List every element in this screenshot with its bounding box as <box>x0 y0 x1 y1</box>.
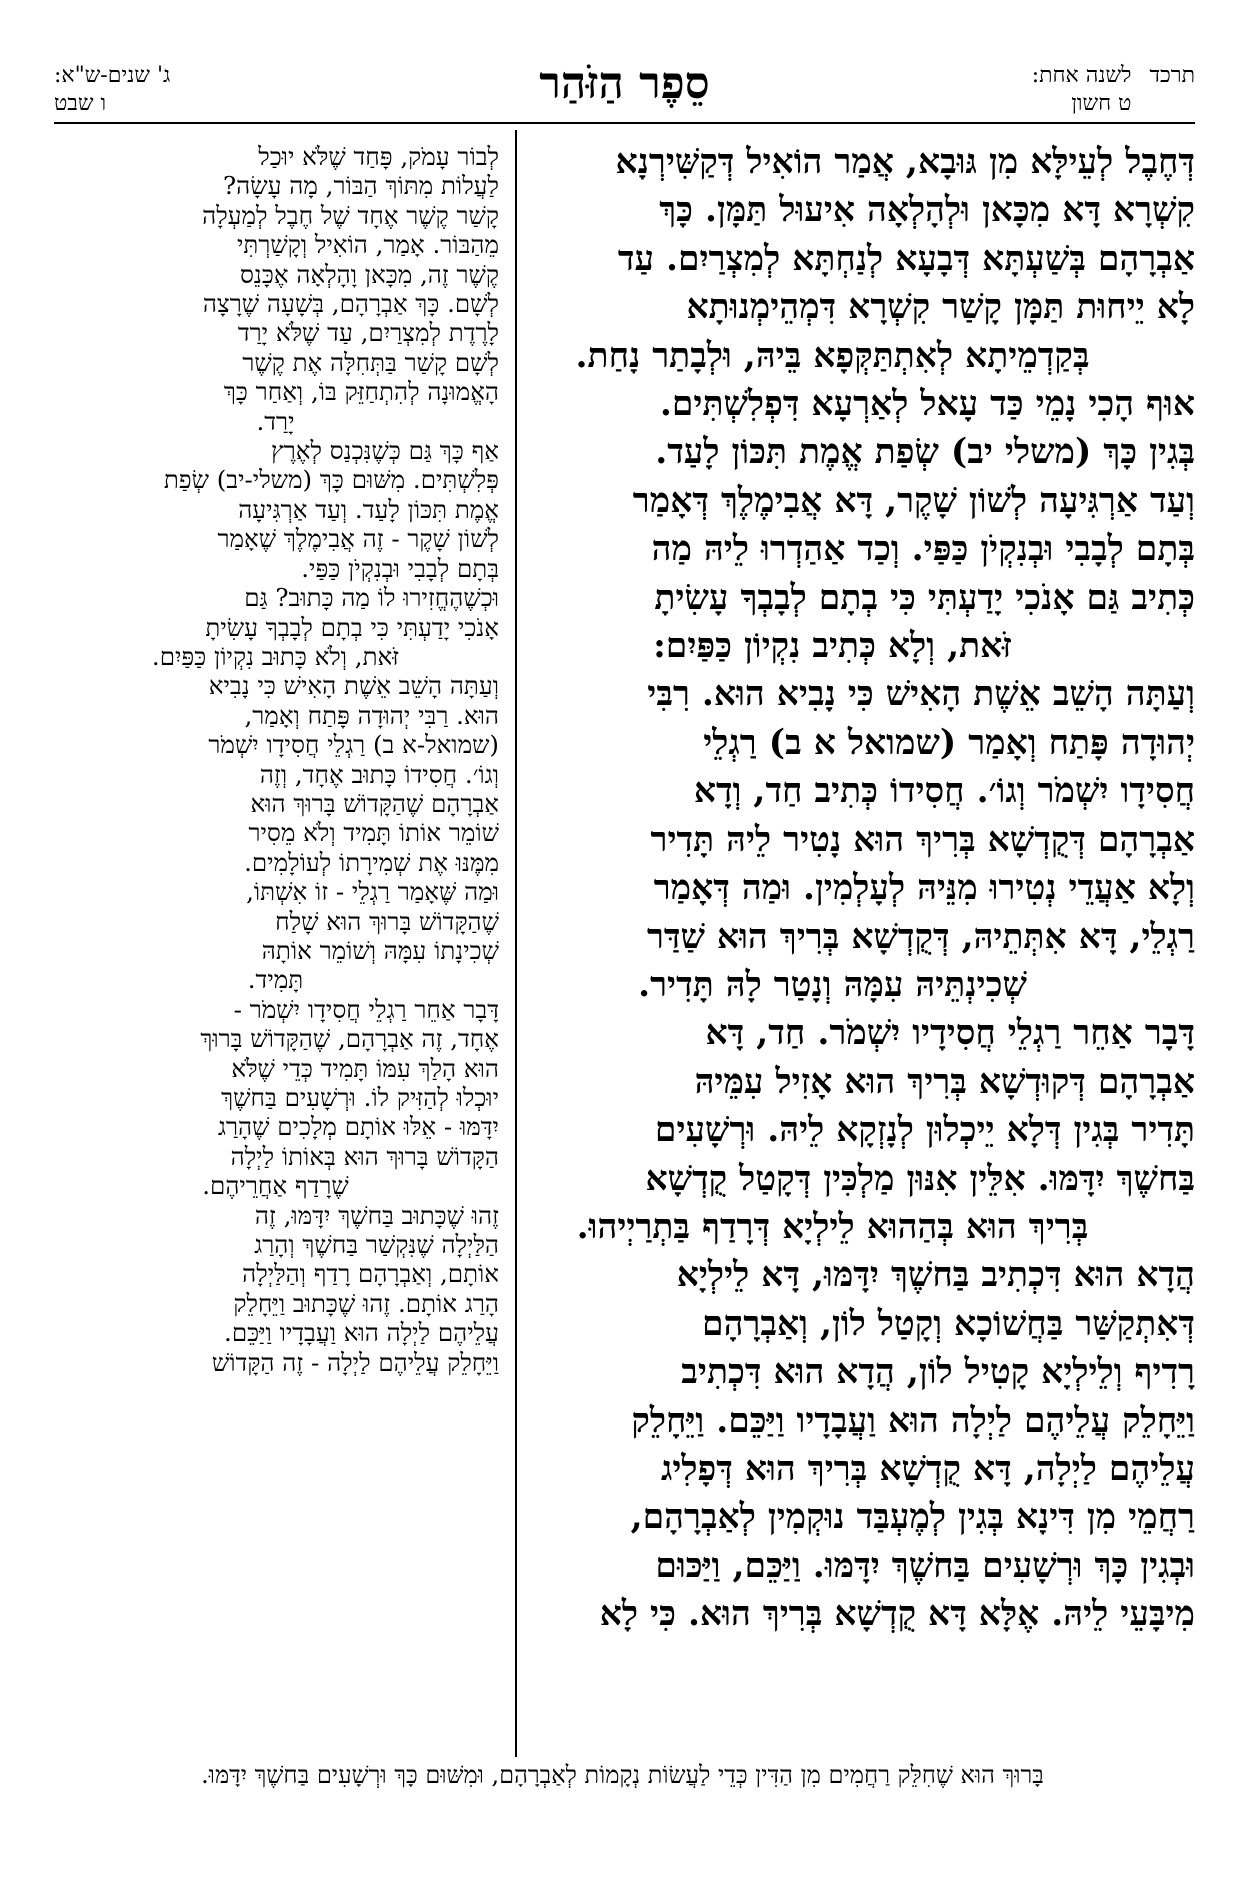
translation-text-line: הָאֱמוּנָה לְהִתְחַזֵּק בּוֹ, וְאַחַר כָּךְ <box>223 377 499 407</box>
translation-text-line: לַעֲלוֹת מִתּוֹךְ הַבּוֹר, מָה עָשָׂה? <box>223 171 499 201</box>
main-text-line: אַבְרָהָם דְּקוּדְשָׁא בְּרִיךְ הוּא אָזִיל עִמֵּיהּ <box>694 1061 1195 1102</box>
hebrew-translation-column <box>52 142 499 1377</box>
translation-text-line: קָשַׁר קֶשֶׁר אֶחָד שֶׁל חֶבֶל לְמַעְלָה <box>202 200 499 230</box>
translation-text-line: אֱמֶת תִּכּוֹן לָעַד. וְעַד אַרְגִּיעָה <box>238 494 499 524</box>
cycle-label: ג' שנים-ש"א: <box>54 63 171 88</box>
main-text-line: רַגְלֵי, דָּא אִתְּתֵיהּ, דְּקֻדְשָׁא בְּרִיךְ הוּא שַׁדַּר <box>646 916 1195 957</box>
translation-text-line: הוּא הָלַךְ עִמּוֹ תָּמִיד כְּדֵי שֶׁלֹּא <box>231 1053 499 1083</box>
main-text-line: שְׁכִינְתֵּיהּ עִמָּהּ וְנָטַר לָהּ תָּדִיר. <box>638 964 1027 1005</box>
translation-text-line: לְשָׁם קָשַׁר בַּתְּחִלָּה אֶת קֶשֶׁר <box>242 347 499 377</box>
page-title: סֵפֶר הַזֹּהַר <box>539 58 710 109</box>
translation-text-line: (שמואל-א ב) רַגְלֵי חֲסִידָו יִשְׁמֹר <box>208 730 499 760</box>
translation-text-line: אַבְרָהָם שֶׁהַקָּדוֹשׁ בָּרוּךְ הוּא <box>250 788 499 818</box>
main-text-line: תָּדִיר בְּגִין דְּלָא יֵיכְלוּן לְנָזְקָא לֵיהּ. וּרְשָׁעִים <box>654 1110 1195 1151</box>
main-text-line: בְּרִיךְ הוּא בְּהַהוּא לֵילְיָא דְּרָדַף בַּתְרַיְיהוּ. <box>576 1206 1089 1247</box>
translation-text-line: עֲלֵיהֶם לַיְלָה הוּא וַעֲבָדָיו וַיַּכֵּם. <box>224 1318 499 1348</box>
main-text-line: וַיֵּחָלֵק עֲלֵיהֶם לַיְלָה הוּא וַעֲבָדָיו וַיַּכֵּם. וַיֵּחָלֵק <box>631 1400 1195 1441</box>
translation-text-line: וְעַתָּה הָשֵׁב אֵשֶׁת הָאִישׁ כִּי נָבִיא <box>208 671 499 701</box>
header-left <box>54 62 170 118</box>
translation-text-line: לָרֶדֶת לְמִצְרַיִם, עַד שֶׁלֹּא יָרַד <box>237 318 499 348</box>
cycle-date: ו שבט <box>54 91 107 116</box>
translation-text-line: מִמֶּנּוּ אֶת שְׁמִירָתוֹ לְעוֹלָמִים. <box>244 847 499 877</box>
main-text-line: וְעַתָּה הָשֵׁב אֵשֶׁת הָאִישׁ כִּי נָבִיא הוּא. רִבִּי <box>647 674 1195 715</box>
translation-text-line: פְּלִשְׁתִּים. מִשּׁוּם כָּךְ (משלי-יב) שְׂפַת <box>163 465 499 495</box>
translation-text-line: קֶשֶׁר זֶה, מִכָּאן וָהָלְאָה אֶכָּנֵס <box>240 259 499 289</box>
main-text-line: עֲלֵיהֶם לַיְלָה, דָּא קֻדְשָׁא בְּרִיךְ הוּא דְּפָלִיג <box>660 1448 1195 1489</box>
translation-text-line: הוּא. רַבִּי יְהוּדָה פָּתַח וְאָמַר, <box>244 700 499 730</box>
main-text-line: אַבְרָהָם דְּקֻדְשָׁא בְּרִיךְ הוּא נָטִיר לֵיהּ תָּדִיר <box>650 819 1195 860</box>
main-text-line: הֲדָא הוּא דִּכְתִיב בַּחשֶׁךְ יִדָּמּוּ, דָּא לֵילְיָא <box>676 1255 1195 1296</box>
column-divider <box>515 130 517 1757</box>
translation-text-line: לְשׁוֹן שָׁקֶר - זֶה אֲבִימֶלֶךְ שֶׁאָמַר <box>217 524 499 554</box>
translation-text-line: יִדָּמּוּ - אֵלּוּ אוֹתָם מְלָכִים שֶׁהָרַג <box>217 1112 499 1142</box>
translation-text-line: זֶהוּ שֶׁכָּתוּב בַּחשֶׁךְ יִדָּמּוּ, זֶה <box>254 1200 499 1230</box>
main-text-line: דָּבָר אַחֵר רַגְלֵי חֲסִידָיו יִשְׁמֹר. חַד, דָּא <box>705 1013 1195 1054</box>
main-text-line: אוּף הָכִי נָמֵי כַּד עָאל לְאַרְעָא דִּפְלִשְׁתִּים. <box>659 384 1195 425</box>
translation-text-line: שְׁכִינָתוֹ עִמָּהּ וְשׁוֹמֵר אוֹתָהּ <box>261 935 499 965</box>
translation-text-line: הַלַּיְלָה שֶׁנִּקְשַׁר בַּחשֶׁךְ וְהָרַג <box>254 1230 499 1260</box>
translation-text-line: מֵהַבּוֹר. אָמַר, הוֹאִיל וְקָשַׁרְתִּי <box>237 230 499 260</box>
main-text-line: וְלָא אַעֲדֵי נְטִירוּ מִנֵּיהּ לְעָלְמִין. וּמַה דְּאָמַר <box>653 868 1195 909</box>
translation-text-line: וּמַה שֶּׁאָמַר רַגְלֵי - זוֹ אִשְׁתּוֹ, <box>246 877 499 907</box>
translation-text-line: אוֹתָם, וְאַבְרָהָם רָדַף וְהַלַּיְלָה <box>242 1259 499 1289</box>
translation-text-line: יוּכְלוּ לְהַזִּיק לוֹ. וּרְשָׁעִים בַּחשֶׁךְ <box>221 1083 499 1112</box>
translation-text-line: אָנֹכִי יָדַעְתִּי כִּי בְתָם לְבָבְךָ עָשִׂיתָ <box>205 612 499 642</box>
main-text-line: דְּאִתְקַשַּׁר בַּחֲשׁוֹכָא וְקָטַל לוֹן, וְאַבְרָהָם <box>702 1303 1195 1344</box>
translation-text-line: שֶׁהַקָּדוֹשׁ בָּרוּךְ הוּא שָׁלַח <box>275 906 499 936</box>
main-text-line: כְּתִיב גַּם אָנֹכִי יָדַעְתִּי כִּי בְתָם לְבָבְךָ עָשִׂיתָ <box>654 577 1195 618</box>
translation-text-line: שׁוֹמֵר אוֹתוֹ תָּמִיד וְלֹא מֵסִיר <box>248 818 499 848</box>
main-text-line: בְּגִין כָּךְ (משלי יב) שְׂפַת אֱמֶת תִּכּוֹן לָעַד. <box>655 432 1195 473</box>
translation-text-line: אֶחָד, זֶה אַבְרָהָם, שֶׁהַקָּדוֹשׁ בָּרוּךְ <box>200 1024 499 1054</box>
main-text-line: זֹּאת, וְלָא כְּתִיב נִקְיוֹן כַּפַּיִם: <box>653 626 1012 667</box>
main-text-line: רַחֲמֵי מִן דִּינָא בְּגִין לְמֶעְבַּד נוּקְמִין לְאַבְרָהָם, <box>630 1497 1195 1538</box>
translation-text-line: הַקָּדוֹשׁ בָּרוּךְ הוּא בְּאוֹתוֹ לַיְלָה <box>230 1141 499 1171</box>
translation-text-line: אַף כָּךְ גַּם כְּשֶׁנִּכְנַס לְאֶרֶץ <box>270 436 499 466</box>
main-text-line: רָדִיף וְלֵילְיָא קָטִיל לוֹן, הֲדָא הוּא דִּכְתִיב <box>681 1352 1195 1393</box>
book-page-number: תרכד <box>1149 63 1195 88</box>
translation-text-line: וַיֵּחָלֵק עֲלֵיהֶם לַיְלָה - זֶה הַקָּדוֹשׁ <box>211 1347 499 1377</box>
translation-text-line: לְבוֹר עָמֹק, פָּחַד שֶׁלֹּא יוּכַל <box>258 142 499 171</box>
translation-text-line: דָּבָר אַחֵר רַגְלֵי חֲסִידָו יִשְׁמֹר - <box>233 994 499 1024</box>
main-text-line: בַּחשֶׁךְ יִדָּמּוּ. אִלֵּין אִנּוּן מַלְכִּין דְּקָטַל קֻדְשָׁא <box>645 1158 1195 1199</box>
translation-text-line: בְּתָם לְבָבִי וּבְנִקְיֹן כַּפַּי. <box>301 553 499 583</box>
main-text-line: לָא יֵיחוּת תַּמָּן קָשַׁר קִשְׁרָא דִּמְהֵימְנוּתָא <box>686 287 1195 328</box>
study-schedule-date: ט חשון <box>1071 91 1132 116</box>
main-text-line: אַבְרָהָם בְּשַׁעְתָּא דְּבָעָא לְנַחְתָּא לְמִצְרַיִם. עַד <box>617 238 1195 279</box>
main-text-line: מִיבָּעֵי לֵיהּ. אֶלָּא דָּא קֻדְשָׁא בְּרִיךְ הוּא. כִּי לָא <box>599 1594 1195 1635</box>
translation-text-line: לְשָׁם. כָּךְ אַבְרָהָם, בְּשָׁעָה שֶׁרָצָה <box>202 289 499 319</box>
main-text-line: קִשְׁרָא דָּא מִכָּאן וּלְהָלְאָה אִיעוּל תַּמָּן. כָּךְ <box>659 190 1195 231</box>
translation-text-line: שֶׁרָדַף אַחֲרֵיהֶם. <box>202 1171 349 1201</box>
header-rule <box>54 122 1195 124</box>
main-text-line: יְהוּדָה פָּתַח וְאָמַר (שמואל א ב) רַגְלֵי <box>703 722 1195 763</box>
translation-text-line: זֹּאת, וְלֹא כָּתוּב נִקְיוֹן כַּפַּיִם. <box>151 641 400 671</box>
page-header <box>54 58 1195 128</box>
translation-text-line: וּכְשֶׁהֶחֱזִירוּ לוֹ מַה כָּתוּב? גַּם <box>244 583 499 613</box>
study-schedule-label: לשנה אחת: <box>1031 63 1132 88</box>
main-text-line: וּבְגִין כָּךְ וּרְשָׁעִים בַּחשֶׁךְ יִדָּמּוּ. וַיַּכֵּם, וַיַּכּוּם <box>655 1545 1195 1586</box>
main-text-line: בְּתָם לְבָבִי וּבְנִקְיֹן כַּפַּי. וְכַד אַהַדְרוּ לֵיהּ מַה <box>651 529 1195 570</box>
main-text-line: דְּחֶבֶל לְעֵילָּא מִן גּוּבָא, אֲמַר הוֹאִיל דְּקַשִּׁירְנָא <box>615 142 1195 182</box>
translation-text-line: תָּמִיד. <box>247 965 304 995</box>
aramaic-text-column <box>470 138 1195 1639</box>
footer-continuation: בָּרוּךְ הוּא שֶׁחִלֵּק רַחֲמִים מִן הַדִּין כְּדֵי לַעֲשׂוֹת נְקָמוֹת לְאַבְרָהָם, וּמִשּׁוּם כָּךְ וּרְשָׁעִים בַּחשֶׁךְ יִדָּמּוּ. <box>201 1761 1044 1789</box>
main-text-line: וְעַד אַרְגִּיעָה לְשׁוֹן שָׁקֶר, דָּא אֲבִימֶלֶךְ דְּאָמַר <box>632 480 1195 521</box>
translation-text-line: הָרַג אוֹתָם. זֶהוּ שֶׁכָּתוּב וַיֵּחָלֵק <box>233 1288 499 1318</box>
translation-text-line: וְגוֹ׳. חֲסִידוֹ כָּתוּב אֶחָד, וְזֶה <box>259 759 499 789</box>
main-text-line: בְּקַדְמֵיתָא לְאִתְתַּקְּפָא בֵּיהּ, וּלְבָתַר נָחַת. <box>575 335 1090 376</box>
main-text-line: חֲסִידָו יִשְׁמֹר וְגוֹ׳. חֲסִידוֹ כְּתִיב חַד, וְדָא <box>693 771 1195 812</box>
translation-text-line: יָרַד. <box>256 406 295 436</box>
